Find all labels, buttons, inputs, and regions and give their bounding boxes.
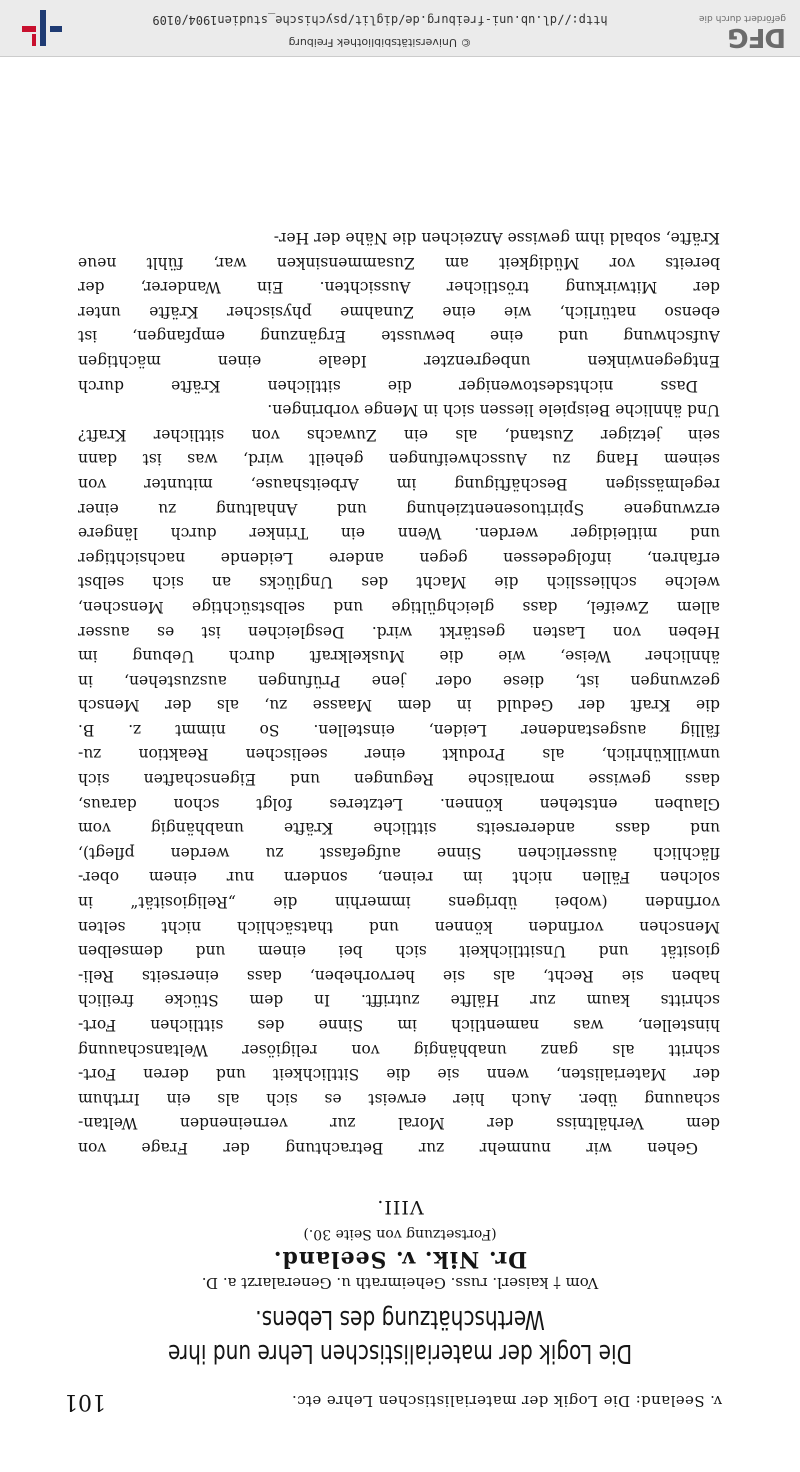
text-line: gezwungen ist, diese oder jene Prüfungen auszustehen, in (78, 671, 720, 690)
title-line-1: Die Logik der materialistischen Lehre und ihre (167, 1338, 633, 1368)
text-line: schritts kaum zur Hälfte zutrifft. In dem Stücke freilich (78, 991, 720, 1010)
text-line: erzwungene Spirituosenentziehung und Anhaltung zu einer (78, 499, 720, 518)
text-line: der Mitwirkung tröstlicher Aussichten. Ein Wanderer, der (78, 278, 720, 297)
text-line: seinem Hang zu Ausschweifungen geheilt wird, was ist dann (78, 450, 720, 469)
text-line: solchen Fällen nicht im reinen, sondern nur einem ober- (78, 868, 720, 887)
dfg-logo-text: DFG (728, 22, 786, 52)
text-line: Heben von Lasten gestärkt wird. Desgleichen ist es ausser (78, 622, 720, 641)
text-line: regelmässigen Beschäftigung im Arbeitshause, mitunter von (78, 474, 720, 493)
article-title (108, 1302, 693, 1370)
footer-bar (0, 0, 800, 57)
page-number: 101 (64, 1389, 106, 1414)
text-line: und dass andererseits sittliche Kräfte unabhängig vom (78, 819, 720, 838)
running-head (64, 1384, 722, 1414)
text-line: ähnlicher Weise, wie die Muskelkraft durch Uebung im (78, 647, 720, 666)
text-line: schritt als ganz unabhängig von religiöser Weltanschauung (78, 1040, 720, 1059)
text-line: Und ähnliche Beispiele liessen sich in Menge vorbringen. (267, 401, 720, 420)
ub-freiburg-logo-icon (20, 8, 64, 48)
text-line: dass gewisse moralische Regungen und Eigenschaften sich (78, 770, 720, 789)
text-line: der Materialisten, wenn sie die Sittlichkeit und deren Fort- (78, 1065, 720, 1084)
text-line: bereits vor Müdigkeit am Zusammensinken war, fühlt neue (78, 253, 720, 272)
logo-bar-red (22, 26, 36, 32)
author-affiliation: Vom † kaiserl. russ. Geheimrath u. Generalarzt a. D. (201, 1274, 599, 1292)
text-line: Dass nichtsdestoweniger die sittlichen Kräfte durch (78, 376, 698, 395)
text-line: dem Verhältniss der Moral zur verneinenden Weltan- (78, 1114, 720, 1133)
permalink-url[interactable]: http://dl.ub.uni-freiburg.de/diglit/psychische_studien1904/0109 (152, 13, 608, 27)
author-name: Dr. Nik. v. Seeland. (272, 1246, 528, 1272)
text-line: Entgegenwinken unbegrenzter Ideale einen mächtigen (78, 352, 720, 370)
title-line-2: Werthschätzung des Lebens. (255, 1304, 545, 1334)
text-line: flächlich äusserlichen Sinne aufgefasst zu werden pflegt), (78, 843, 720, 862)
text-line: haben sie Recht, als sie hervorheben, dass einerseits Reli- (78, 966, 720, 985)
text-line: Menschen vorfinden können und thatsächlich nicht selten (78, 917, 720, 936)
text-line: Kräfte, sobald ihm gewisse Anzeichen die Nähe der Her- (273, 229, 720, 248)
text-line: schauung über. Auch hier erweist es sich als ein Irrthum (78, 1089, 720, 1108)
text-line: ebenso natürlich, wie eine Zunahme physischer Kräfte unter (78, 302, 720, 321)
copyright-notice: © Universitätsbibliothek Freiburg (288, 36, 472, 49)
section-number: VIII. (376, 1196, 424, 1218)
continuation-note: (Fortsetzung von Seite 30.) (303, 1226, 497, 1242)
dfg-tagline: gefördert durch die (699, 13, 786, 23)
text-line: welche schliesslich die Macht des Unglücks an sich selbst (78, 573, 720, 592)
logo-bar-red-vertical (32, 34, 36, 46)
logo-bar-vertical (40, 10, 46, 46)
text-line: giosität und Unsittlichkeit sich bei einem und demselben (78, 942, 720, 961)
body-text (78, 225, 720, 1160)
text-line: und mitleidiger werden. Wenn ein Trinker durch längere (78, 524, 720, 543)
text-line: hinstellen, was namentlich im Sinne des sittlichen Fort- (78, 1016, 720, 1035)
text-line: Glauben entstehen können. Letzteres folgt schon daraus, (78, 794, 720, 813)
footer-center (120, 10, 640, 50)
logo-bar-left (50, 26, 62, 32)
text-line: die Kraft der Geduld in dem Maasse zu, als der Mensch (78, 696, 720, 715)
running-title: v. Seeland: Die Logik der materialistischen Lehre etc. (291, 1392, 722, 1410)
text-line: fällig ausgestandener Leiden, einstellen. So nimmt z. B. (78, 720, 720, 739)
text-line: vorfinden (wobei übrigens immerhin die „Religiosität“ in (78, 893, 720, 912)
text-line: allem Zweifel, dass gleichgültige und selbstsüchtige Menschen, (78, 597, 720, 616)
text-line: unwillkührlich, als Produkt einer seelischen Reaktion zu- (78, 745, 720, 764)
text-line: erfahren, infolgedessen gegen andere Leidende nachsichtiger (78, 548, 720, 567)
article-title-block (60, 1196, 740, 1370)
text-line: Aufschwung und eine bewusste Ergänzung empfangen, ist (78, 327, 720, 346)
text-line: sein jetziger Zustand, als ein Zuwachs von sittlicher Kraft? (78, 425, 720, 444)
text-line: Gehen wir nunmehr zur Betrachtung der Frage von (78, 1139, 698, 1157)
dfg-logo (666, 6, 786, 50)
